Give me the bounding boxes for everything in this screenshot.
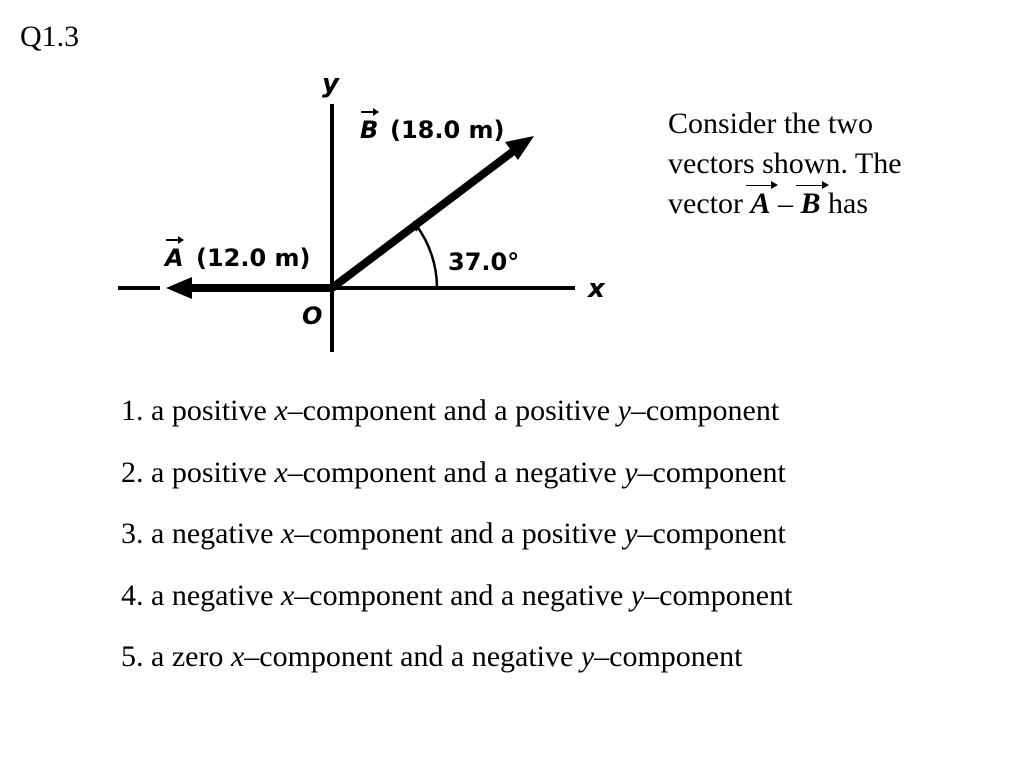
vector-a-magnitude: (12.0 m): [196, 244, 311, 272]
answer-options: [121, 392, 792, 700]
vector-diagram: [110, 62, 630, 362]
vector-b-magnitude: (18.0 m): [390, 116, 505, 144]
vector-a-symbol: A: [165, 244, 184, 272]
prompt-has: has: [828, 187, 868, 220]
answer-option-1[interactable]: 1. a positive x–component and a positive y–component: [121, 394, 780, 427]
vector-b-overarrow-head: [373, 108, 379, 116]
prompt-vector-word: vector: [668, 187, 743, 220]
question-prompt: [668, 104, 968, 224]
prompt-line-2: vectors shown. The: [668, 147, 902, 180]
y-axis-label: y: [322, 69, 339, 99]
vector-a-arrowhead: [166, 277, 192, 299]
angle-label: 37.0°: [448, 248, 520, 276]
prompt-line-3: [668, 184, 968, 224]
prompt-line-1: Consider the two: [668, 107, 873, 140]
angle-arc: [416, 225, 437, 288]
answer-option-5[interactable]: 5. a zero x–component and a negative y–component: [121, 640, 743, 673]
prompt-vector-a: A: [750, 184, 770, 224]
vector-b-symbol: B: [360, 116, 379, 144]
answer-option-4[interactable]: 4. a negative x–component and a negative y–component: [121, 578, 793, 612]
prompt-vector-b: B: [800, 184, 820, 224]
x-axis-label: x: [588, 274, 605, 304]
prompt-minus: –: [770, 187, 801, 220]
vector-a-overarrow-head: [178, 236, 184, 244]
answer-option-2[interactable]: 2. a positive x–component and a negative y–component: [121, 455, 786, 489]
answer-option-3[interactable]: 3. a negative x–component and a positive y–component: [121, 517, 786, 550]
origin-label: O: [302, 302, 323, 330]
question-number: Q1.3: [20, 20, 80, 53]
